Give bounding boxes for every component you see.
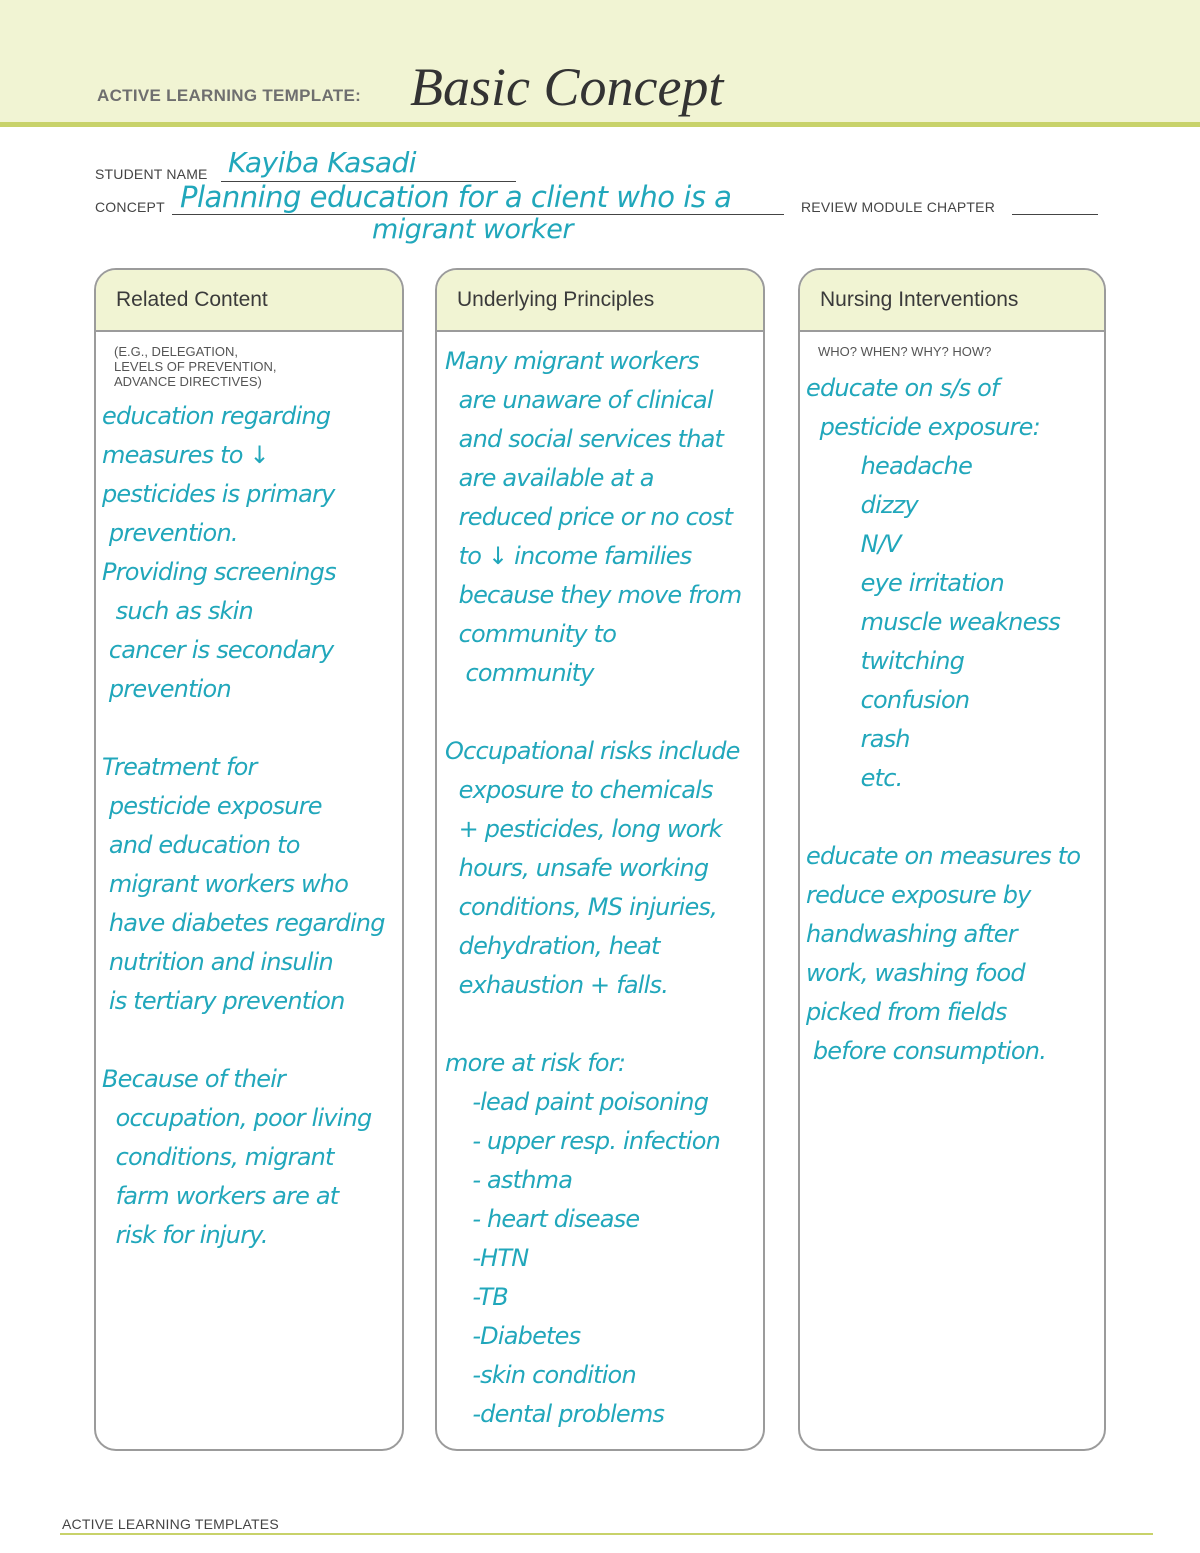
concept-label: CONCEPT [95, 199, 165, 215]
template-title: Basic Concept [410, 57, 724, 117]
student-name-label: STUDENT NAME [95, 166, 208, 182]
review-module-label: REVIEW MODULE CHAPTER [801, 199, 995, 215]
underlying-principles-box [435, 268, 765, 1451]
related-content-body[interactable] [96, 397, 402, 1255]
concept-value-line1[interactable]: Planning education for a client who is a [180, 180, 732, 214]
related-content-title: Related Content [96, 270, 402, 332]
nursing-interventions-box [798, 268, 1106, 1451]
underlying-principles-title: Underlying Principles [437, 270, 763, 332]
review-module-line[interactable] [1012, 214, 1098, 215]
student-name-value[interactable]: Kayiba Kasadi [228, 146, 417, 179]
nursing-interventions-subtitle: WHO? WHEN? WHY? HOW? [818, 344, 992, 359]
related-content-subtitle: (E.G., DELEGATION, LEVELS OF PREVENTION, ADVANCE DIRECTIVES) [114, 344, 277, 389]
nursing-interventions-body[interactable] [800, 369, 1104, 1071]
underlying-principles-text: Many migrant workers are unaware of clinical and social services that are available at a reduced price or no cost to ↓ income families because they move from community to community Occupational risks include exposure to chemicals + pesticides, long work hours, unsafe working conditions, MS injuries, dehydration, heat exhaustion + falls. more at risk for: -lead paint poisoning - upper resp. infection - asthma - heart disease -HTN -TB -Diabetes -skin condition -dental problems [445, 347, 742, 1428]
header-rule [0, 122, 1200, 127]
template-label: ACTIVE LEARNING TEMPLATE: [97, 86, 362, 105]
nursing-interventions-title: Nursing Interventions [800, 270, 1104, 332]
underlying-principles-body[interactable] [437, 342, 763, 1434]
nursing-interventions-text: educate on s/s of pesticide exposure: headache dizzy N/V eye irritation muscle weakness twitching confusion rash etc. educate on measures to reduce exposure by handwashing after work, washing food picked from fields before consumption. [806, 374, 1081, 1065]
footer-label: ACTIVE LEARNING TEMPLATES [62, 1516, 279, 1532]
concept-value-line2: migrant worker [372, 214, 573, 245]
related-content-box [94, 268, 404, 1451]
footer-rule [60, 1533, 1153, 1535]
related-content-text: education regarding measures to ↓ pesticides is primary prevention. Providing screenings such as skin cancer is secondary prevention Treatment for pesticide exposure and education to migrant workers who have diabetes regarding nutrition and insulin is tertiary prevention Because of their occupation, poor living conditions, migrant farm workers are at risk for injury. [102, 402, 385, 1249]
